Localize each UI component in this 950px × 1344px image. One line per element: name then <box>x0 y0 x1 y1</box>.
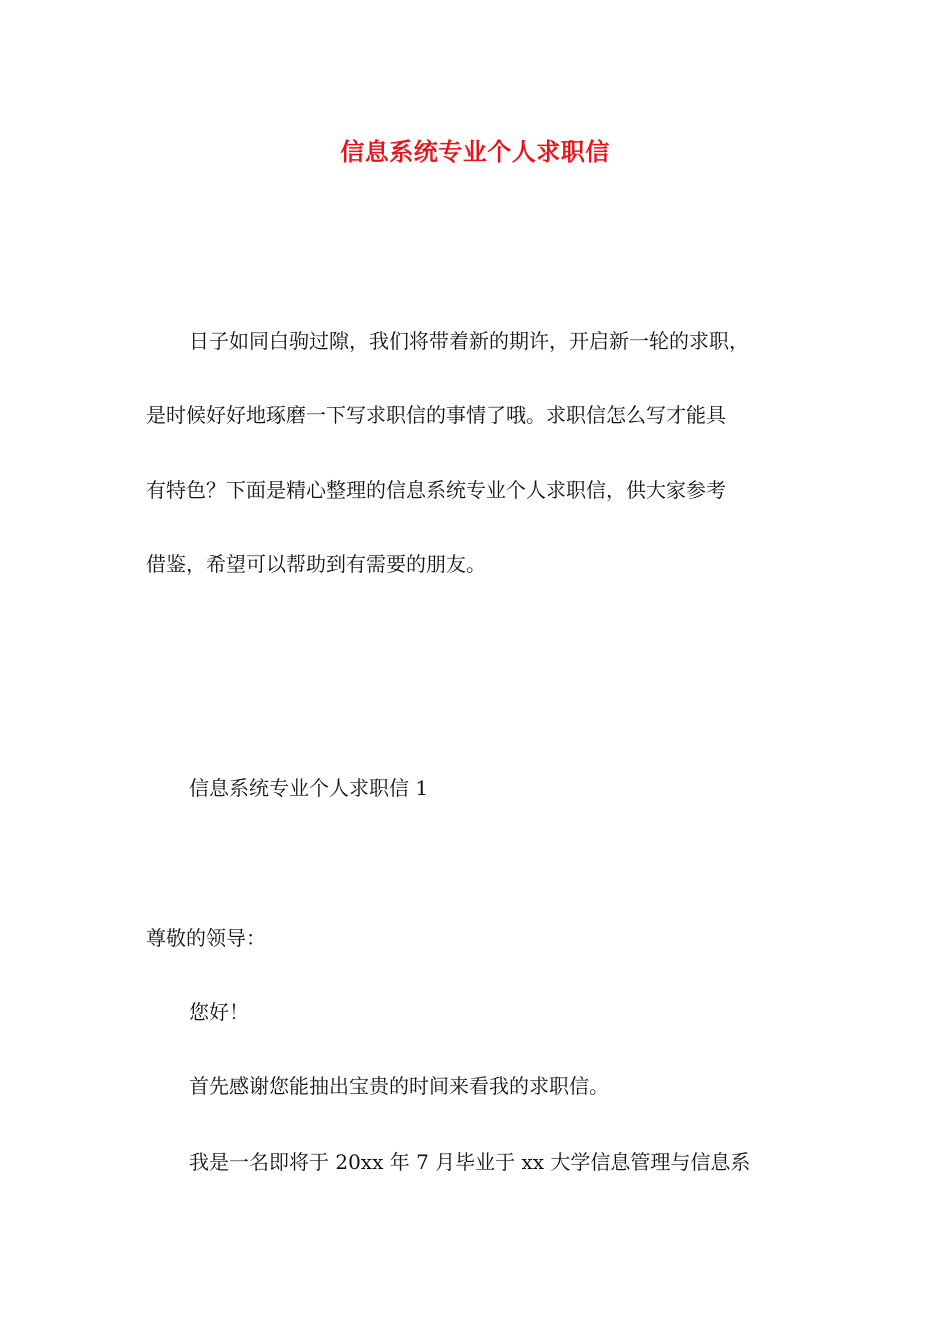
intro-line-1: 日子如同白驹过隙，我们将带着新的期许，开启新一轮的求职， <box>189 329 749 353</box>
document-title: 信息系统专业个人求职信 <box>340 137 610 166</box>
body-line-2: 我是一名即将于 20xx 年 7 月毕业于 xx 大学信息管理与信息系 <box>189 1150 751 1174</box>
salutation: 尊敬的领导： <box>146 926 266 950</box>
section-heading: 信息系统专业个人求职信 1 <box>189 776 429 800</box>
body-line-1: 首先感谢您能抽出宝贵的时间来看我的求职信。 <box>189 1074 609 1098</box>
intro-line-2: 是时候好好地琢磨一下写求职信的事情了哦。求职信怎么写才能具 <box>146 403 726 427</box>
greeting: 您好！ <box>189 1000 249 1024</box>
intro-line-4: 借鉴，希望可以帮助到有需要的朋友。 <box>146 552 486 576</box>
intro-line-3: 有特色？下面是精心整理的信息系统专业个人求职信，供大家参考 <box>146 478 726 502</box>
